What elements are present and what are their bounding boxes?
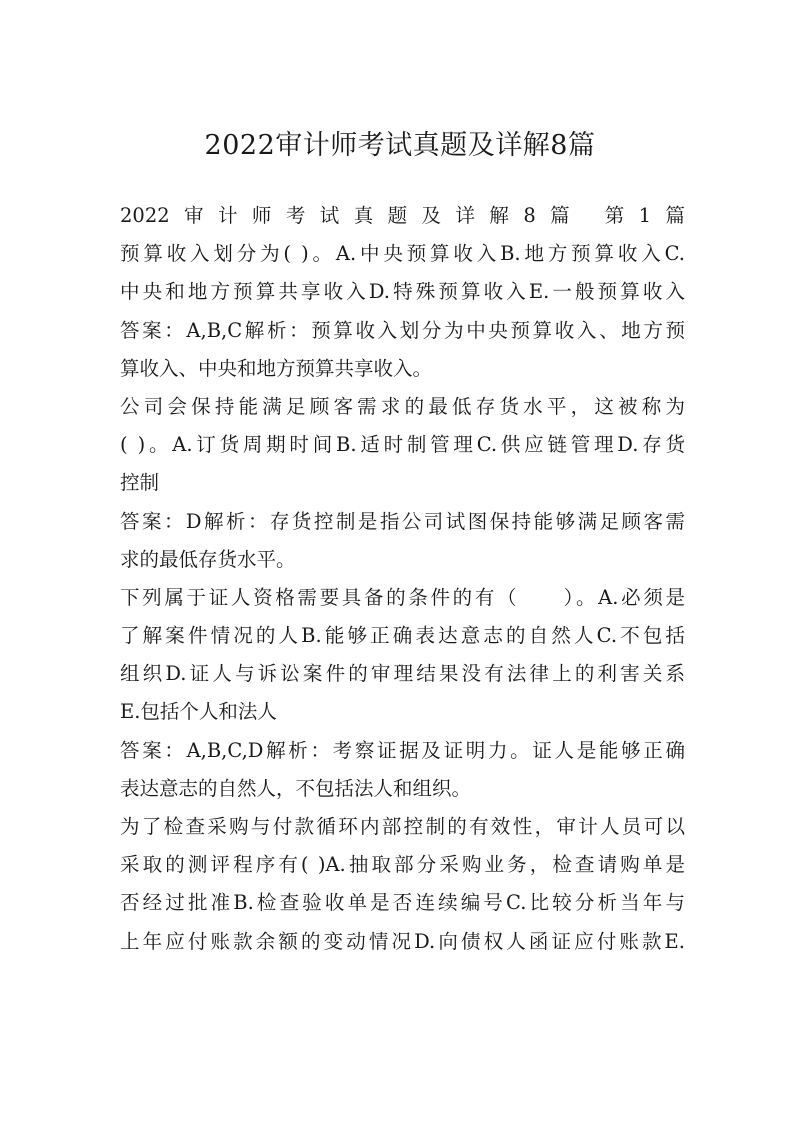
answer-line: 表达意志的自然人，不包括法人和组织。	[120, 776, 472, 800]
answer-line: 答案：A,B,C,D解析：考察证据及证明力。证人是能够正确	[120, 738, 685, 762]
answer-line: 答案：A,B,C解析：预算收入划分为中央预算收入、地方预	[120, 318, 685, 342]
question-line: 否经过批准B.检查验收单是否连续编号C.比较分析当年与	[120, 891, 685, 915]
question-line: 预算收入划分为( )。A.中央预算收入B.地方预算收入C.	[120, 242, 685, 266]
question-line: E.包括个人和法人	[120, 700, 277, 724]
question-line: 下列属于证人资格需要具备的条件的有（ ）。A.必须是	[120, 585, 685, 609]
question-line: 组织D.证人与诉讼案件的审理结果没有法律上的利害关系	[120, 662, 685, 686]
question-line: ( )。A.订货周期时间B.适时制管理C.供应链管理D.存货	[120, 433, 685, 457]
question-line: 了解案件情况的人B.能够正确表达意志的自然人C.不包括	[120, 624, 685, 648]
question-line: 上年应付账款余额的变动情况D.向债权人函证应付账款E.	[120, 929, 685, 953]
question-line: 控制	[120, 471, 160, 495]
answer-line: 算收入、中央和地方预算共享收入。	[120, 356, 433, 380]
document-body	[120, 197, 685, 961]
answer-line: 求的最低存货水平。	[120, 547, 296, 571]
answer-line: 答案：D解析：存货控制是指公司试图保持能够满足顾客需	[120, 509, 685, 533]
question-line: 采取的测评程序有( )A.抽取部分采购业务，检查请购单是	[120, 853, 685, 877]
question-line: 公司会保持能满足顾客需求的最低存货水平，这被称为	[120, 394, 685, 418]
question-line: 中央和地方预算共享收入D.特殊预算收入E.一般预算收入	[120, 280, 685, 304]
question-line: 为了检查采购与付款循环内部控制的有效性，审计人员可以	[120, 815, 685, 838]
section-heading: 2022审计师考试真题及详解8篇 第1篇	[120, 204, 685, 227]
document-title: 2022审计师考试真题及详解8篇	[204, 130, 596, 161]
